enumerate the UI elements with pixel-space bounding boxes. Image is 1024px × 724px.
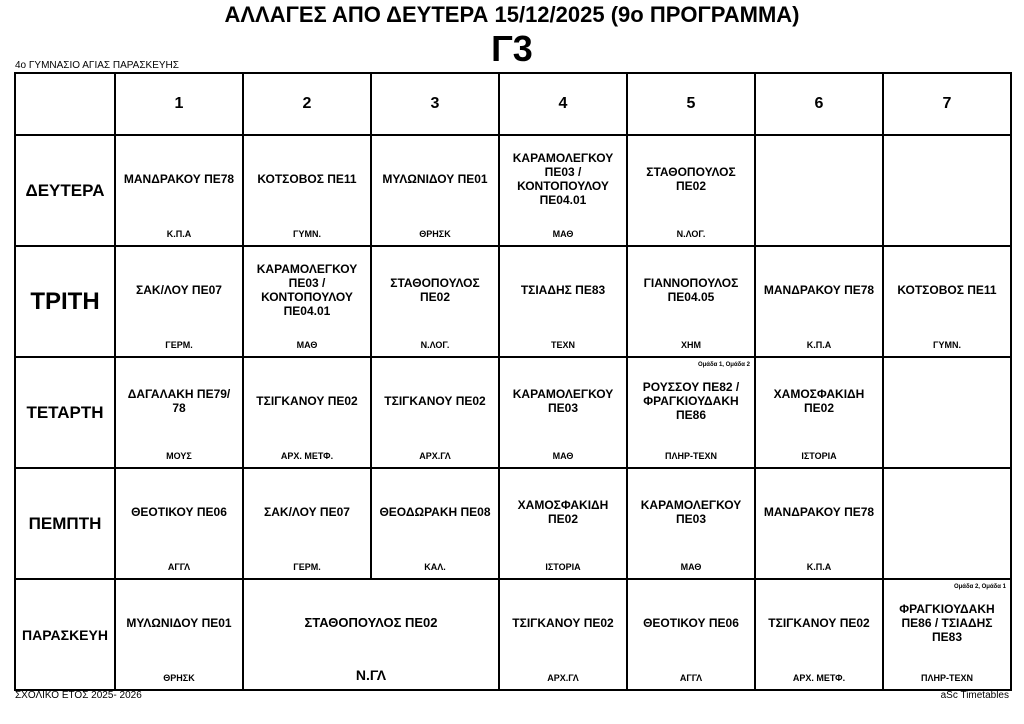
- lesson-cell: [755, 246, 883, 357]
- subject-name: Κ.Π.Α: [166, 229, 192, 239]
- subject-name: ΜΑΘ: [296, 340, 318, 350]
- day-name: ΠΑΡΑΣΚΕΥΗ: [15, 579, 115, 690]
- school-year: ΣΧΟΛΙΚΟ ΕΤΟΣ 2025- 2026: [15, 690, 142, 701]
- lesson-cell: [499, 246, 627, 357]
- subject-name: ΓΕΡΜ.: [165, 340, 193, 350]
- period-number: 1: [115, 73, 243, 135]
- empty-cell: [883, 468, 1011, 579]
- lesson-cell: [115, 357, 243, 468]
- day-row-friday: [15, 579, 1011, 690]
- teacher-name: ΜΑΝΔΡΑΚΟΥ ΠΕ78: [763, 504, 875, 519]
- empty-cell: [883, 357, 1011, 468]
- lesson-cell: [115, 135, 243, 246]
- teacher-name: ΚΑΡΑΜΟΛΕΓΚΟΥ ΠΕ03 / ΚΟΝΤΟΠΟΥΛΟΥ ΠΕ04.01: [512, 150, 614, 207]
- lesson-cell-double: [243, 579, 499, 690]
- subject-name: ΓΕΡΜ.: [293, 562, 321, 572]
- teacher-name: ΔΑΓΑΛΑΚΗ ΠΕ79/ 78: [127, 386, 231, 415]
- subject-name: ΠΛΗΡ-ΤΕΧΝ: [664, 451, 717, 461]
- subject-name: ΑΡΧ. ΜΕΤΦ.: [792, 673, 846, 683]
- subject-name: ΘΡΗΣΚ: [163, 673, 195, 683]
- teacher-name: ΣΤΑΘΟΠΟΥΛΟΣ ΠΕ02: [304, 614, 438, 630]
- lesson-cell: [243, 468, 371, 579]
- teacher-name: ΚΑΡΑΜΟΛΕΓΚΟΥ ΠΕ03 / ΚΟΝΤΟΠΟΥΛΟΥ ΠΕ04.01: [256, 261, 358, 318]
- software-credit: aSc Timetables: [940, 690, 1009, 701]
- day-row-tuesday: [15, 246, 1011, 357]
- teacher-name: ΘΕΟΤΙΚΟΥ ΠΕ06: [643, 615, 739, 630]
- subject-name: Κ.Π.Α: [806, 562, 832, 572]
- day-name: ΠΕΜΠΤΗ: [15, 468, 115, 579]
- empty-cell: [883, 135, 1011, 246]
- period-number: 2: [243, 73, 371, 135]
- corner-cell: [15, 73, 115, 135]
- day-row-thursday: [15, 468, 1011, 579]
- group-label: Ομάδα 2, Ομάδα 1: [953, 584, 1006, 590]
- timetable-grid: [14, 72, 1012, 691]
- lesson-cell: [755, 579, 883, 690]
- lesson-cell: [627, 135, 755, 246]
- period-number: 3: [371, 73, 499, 135]
- subject-name: Κ.Π.Α: [806, 340, 832, 350]
- day-name: ΤΕΤΑΡΤΗ: [15, 357, 115, 468]
- teacher-name: ΚΑΡΑΜΟΛΕΓΚΟΥ ΠΕ03: [640, 497, 742, 526]
- teacher-name: ΤΣΙΓΚΑΝΟΥ ΠΕ02: [512, 615, 614, 630]
- lesson-cell: [499, 135, 627, 246]
- subject-name: ΠΛΗΡ-ΤΕΧΝ: [920, 673, 973, 683]
- day-row-wednesday: [15, 357, 1011, 468]
- teacher-name: ΜΥΛΩΝΙΔΟΥ ΠΕ01: [126, 615, 232, 630]
- lesson-cell: [115, 468, 243, 579]
- lesson-cell: [499, 468, 627, 579]
- subject-name: ΚΑΛ.: [424, 562, 446, 572]
- teacher-name: ΚΟΤΣΟΒΟΣ ΠΕ11: [897, 282, 997, 297]
- lesson-cell: [115, 579, 243, 690]
- day-row-monday: [15, 135, 1011, 246]
- lesson-cell: [243, 246, 371, 357]
- lesson-cell: [883, 246, 1011, 357]
- empty-cell: [755, 135, 883, 246]
- class-name: Γ3: [491, 28, 533, 69]
- subject-name: ΤΕΧΝ: [550, 340, 575, 350]
- subject-name: ΑΡΧ.ΓΛ: [547, 673, 579, 683]
- teacher-name: ΣΤΑΘΟΠΟΥΛΟΣ ΠΕ02: [646, 164, 736, 193]
- subject-name: ΙΣΤΟΡΙΑ: [801, 451, 837, 461]
- subject-name: ΓΥΜΝ.: [293, 229, 321, 239]
- subject-name: ΧΗΜ: [681, 340, 701, 350]
- lesson-cell: [499, 357, 627, 468]
- page-title: ΑΛΛΑΓΕΣ ΑΠΟ ΔΕΥΤΕΡΑ 15/12/2025 (9ο ΠΡΟΓΡΑΜΜΑ): [224, 2, 800, 27]
- subject-name: Ν.ΛΟΓ.: [420, 340, 450, 350]
- subject-name: ΜΑΘ: [680, 562, 702, 572]
- teacher-name: ΣΑΚ/ΛΟΥ ΠΕ07: [136, 282, 222, 297]
- day-name: ΤΡΙΤΗ: [15, 246, 115, 357]
- teacher-name: ΣΑΚ/ΛΟΥ ΠΕ07: [264, 504, 350, 519]
- teacher-name: ΦΡΑΓΚΙΟΥΔΑΚΗ ΠΕ86 / ΤΣΙΑΔΗΣ ΠΕ83: [899, 601, 995, 644]
- subject-name: ΜΑΘ: [552, 229, 574, 239]
- school-name: 4ο ΓΥΜΝΑΣΙΟ ΑΓΙΑΣ ΠΑΡΑΣΚΕΥΗΣ: [15, 60, 179, 71]
- lesson-cell: [115, 246, 243, 357]
- period-number: 5: [627, 73, 755, 135]
- lesson-cell: [371, 246, 499, 357]
- teacher-name: ΡΟΥΣΣΟΥ ΠΕ82 / ΦΡΑΓΚΙΟΥΔΑΚΗ ΠΕ86: [642, 379, 740, 422]
- lesson-cell: [883, 579, 1011, 690]
- subject-name: ΘΡΗΣΚ: [419, 229, 451, 239]
- subject-name: ΑΡΧ. ΜΕΤΦ.: [280, 451, 334, 461]
- teacher-name: ΤΣΙΓΚΑΝΟΥ ΠΕ02: [768, 615, 870, 630]
- period-number: 7: [883, 73, 1011, 135]
- subject-name: ΑΡΧ.ΓΛ: [419, 451, 451, 461]
- subject-name: ΓΥΜΝ.: [933, 340, 961, 350]
- teacher-name: ΜΑΝΔΡΑΚΟΥ ΠΕ78: [123, 171, 235, 186]
- lesson-cell: [371, 468, 499, 579]
- lesson-cell: [755, 468, 883, 579]
- lesson-cell: [627, 468, 755, 579]
- teacher-name: ΜΑΝΔΡΑΚΟΥ ΠΕ78: [763, 282, 875, 297]
- teacher-name: ΤΣΙΑΔΗΣ ΠΕ83: [520, 282, 606, 297]
- teacher-name: ΤΣΙΓΚΑΝΟΥ ΠΕ02: [384, 393, 486, 408]
- lesson-cell: [371, 135, 499, 246]
- group-label: Ομάδα 1, Ομάδα 2: [697, 362, 750, 368]
- teacher-name: ΣΤΑΘΟΠΟΥΛΟΣ ΠΕ02: [390, 275, 480, 304]
- teacher-name: ΧΑΜΟΣΦΑΚΙΔΗ ΠΕ02: [773, 386, 865, 415]
- lesson-cell: [243, 135, 371, 246]
- period-number: 6: [755, 73, 883, 135]
- subject-name: ΜΟΥΣ: [166, 451, 192, 461]
- subject-name: ΑΓΓΛ: [679, 673, 703, 683]
- teacher-name: ΧΑΜΟΣΦΑΚΙΔΗ ΠΕ02: [517, 497, 609, 526]
- teacher-name: ΓΙΑΝΝΟΠΟΥΛΟΣ ΠΕ04.05: [643, 275, 739, 304]
- lesson-cell: [627, 246, 755, 357]
- teacher-name: ΚΟΤΣΟΒΟΣ ΠΕ11: [257, 171, 357, 186]
- teacher-name: ΤΣΙΓΚΑΝΟΥ ΠΕ02: [256, 393, 358, 408]
- lesson-cell: [243, 357, 371, 468]
- subject-name: ΜΑΘ: [552, 451, 574, 461]
- day-name: ΔΕΥΤΕΡΑ: [15, 135, 115, 246]
- lesson-cell: [371, 357, 499, 468]
- subject-name: ΙΣΤΟΡΙΑ: [545, 562, 581, 572]
- teacher-name: ΘΕΟΔΩΡΑΚΗ ΠΕ08: [379, 504, 491, 519]
- lesson-cell: [755, 357, 883, 468]
- teacher-name: ΚΑΡΑΜΟΛΕΓΚΟΥ ΠΕ03: [512, 386, 614, 415]
- subject-name: Ν.ΛΟΓ.: [676, 229, 706, 239]
- lesson-cell: [499, 579, 627, 690]
- teacher-name: ΘΕΟΤΙΚΟΥ ΠΕ06: [131, 504, 227, 519]
- period-number: 4: [499, 73, 627, 135]
- teacher-name: ΜΥΛΩΝΙΔΟΥ ΠΕ01: [382, 171, 488, 186]
- lesson-cell: [627, 579, 755, 690]
- subject-name: ΑΓΓΛ: [167, 562, 191, 572]
- period-header-row: [15, 73, 1011, 135]
- lesson-cell: [627, 357, 755, 468]
- subject-name: Ν.ΓΛ: [355, 667, 387, 683]
